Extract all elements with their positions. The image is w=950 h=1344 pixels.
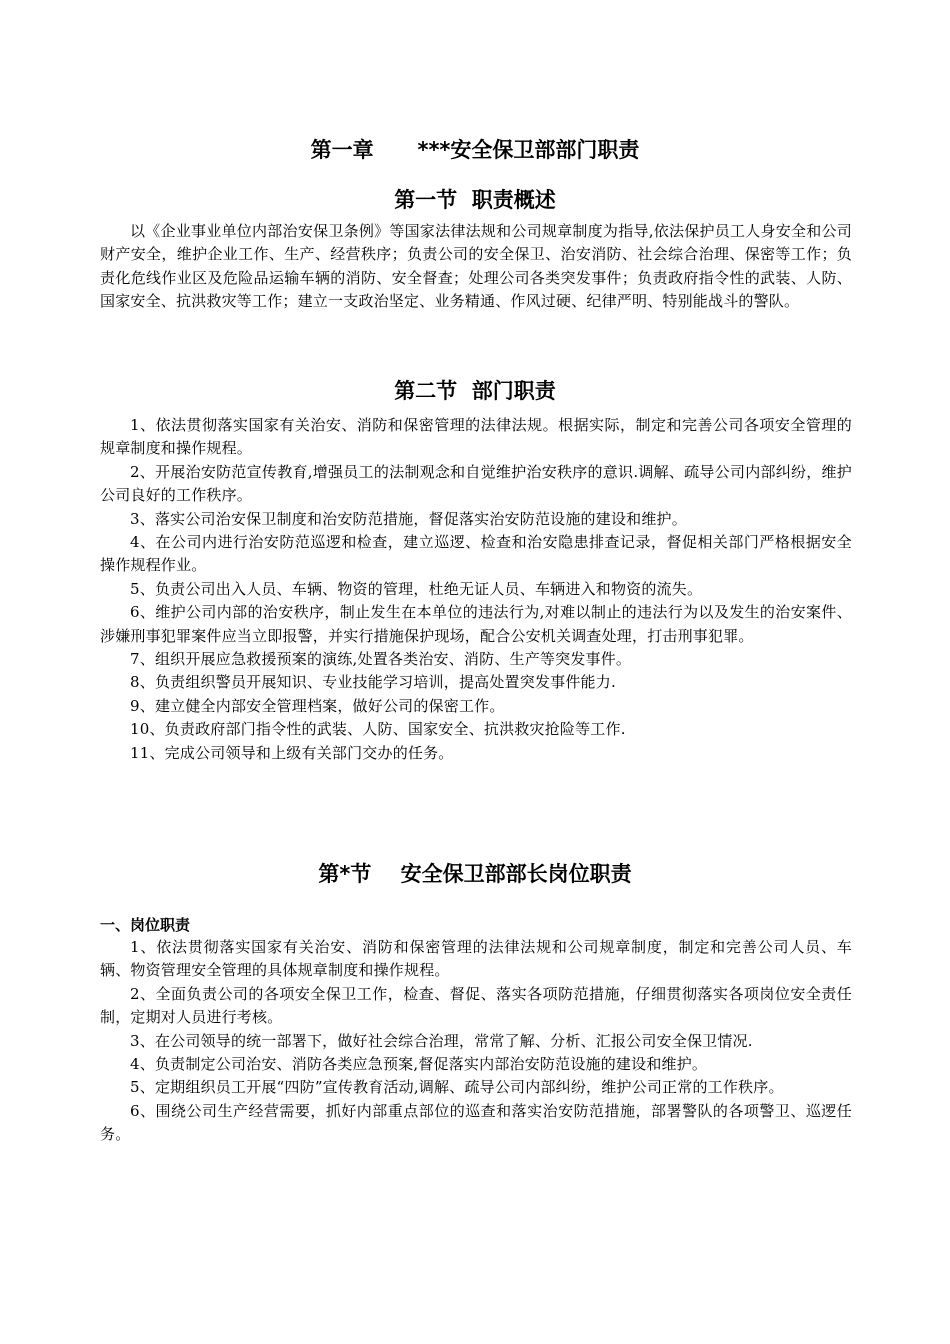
section-2-item: 7、组织开展应急救援预案的演练,处置各类治安、消防、生产等突发事件。 (130, 650, 632, 669)
section-2-item: 11、完成公司领导和上级有关部门交办的任务。 (130, 743, 454, 762)
section-2-item: 5、负责公司出入人员、车辆、物资的管理，杜绝无证人员、车辆进入和物资的流失。 (130, 579, 703, 598)
section-1-title: 第一节 职责概述 (394, 188, 556, 212)
section-2-item: 1、依法贯彻落实国家有关治安、消防和保密管理的法律法规。根据实际，制定和完善公司各项安全管理的规章制度和操作规程。 (100, 416, 852, 458)
section-2-title: 第二节 部门职责 (394, 379, 556, 403)
duty-item: 4、负责制定公司治安、消防各类应急预案,督促落实内部治安防范设施的建设和维护。 (130, 1055, 708, 1074)
section-2-list (100, 414, 852, 765)
chapter-title: 第一章 ***安全保卫部部门职责 (310, 138, 640, 162)
section-2-item: 10、负责政府部门指令性的武装、人防、国家安全、抗洪救灾抢险等工作. (130, 720, 626, 739)
duties-subheading: 一、岗位职责 (100, 916, 191, 934)
section-3-list (100, 936, 852, 1147)
duty-item: 5、定期组织员工开展“四防”宣传教育活动,调解、疏导公司内部纠纷，维护公司正常的工作秩序。 (130, 1078, 784, 1097)
section-2-item: 3、落实公司治安保卫制度和治安防范措施，督促落实治安防范设施的建设和维护。 (130, 509, 687, 528)
section-1-paragraph: 以《企业事业单位内部治安保卫条例》等国家法律法规和公司规章制度为指导,依法保护员工人身安全和公司财产安全，维护企业工作、生产、经营秩序；负责公司的安全保卫、治安消防、社会综合治理、保密等工作；负责化危线作业区及危险品运输车辆的消防、安全督查；处理公司各类突发事件；负责政府指令性的武装、人防、国家安全、抗洪救灾等工作；建立一支政治坚定、业务精通、作风过硬、纪律严明、特别能战斗的警队。 (100, 222, 852, 311)
duty-item: 1、依法贯彻落实国家有关治安、消防和保密管理的法律法规和公司规章制度，制定和完善公司人员、车辆、物资管理安全管理的具体规章制度和操作规程。 (100, 938, 852, 980)
section-3-title: 第*节 安全保卫部部长岗位职责 (318, 862, 632, 886)
section-2-item: 4、在公司内进行治安防范巡逻和检查，建立巡逻、检查和治安隐患排查记录，督促相关部门严格根据安全操作规程作业。 (100, 533, 852, 575)
section-2-item: 2、开展治安防范宣传教育,增强员工的法制观念和自觉维护治安秩序的意识.调解、疏导公司内部纠纷，维护公司良好的工作秩序。 (100, 462, 852, 505)
duty-item: 6、围绕公司生产经营需要，抓好内部重点部位的巡查和落实治安防范措施，部署警队的各项警卫、巡逻任务。 (100, 1101, 852, 1144)
section-1-body (100, 220, 852, 314)
section-2-item: 8、负责组织警员开展知识、专业技能学习培训，提高处置突发事件能力. (130, 673, 616, 692)
section-2-item: 9、建立健全内部安全管理档案，做好公司的保密工作。 (130, 696, 505, 715)
section-2-item: 6、维护公司内部的治安秩序，制止发生在本单位的违法行为,对难以制止的违法行为以及发生的治安案件、涉嫌刑事犯罪案件应当立即报警，并实行措施保护现场，配合公安机关调查处理，打击刑事犯罪。 (100, 603, 852, 645)
duty-item: 2、全面负责公司的各项安全保卫工作，检查、督促、落实各项防范措施，仔细贯彻落实各项岗位安全责任制，定期对人员进行考核。 (100, 984, 852, 1027)
duty-item: 3、在公司领导的统一部署下，做好社会综合治理，常常了解、分析、汇报公司安全保卫情况. (130, 1031, 753, 1050)
